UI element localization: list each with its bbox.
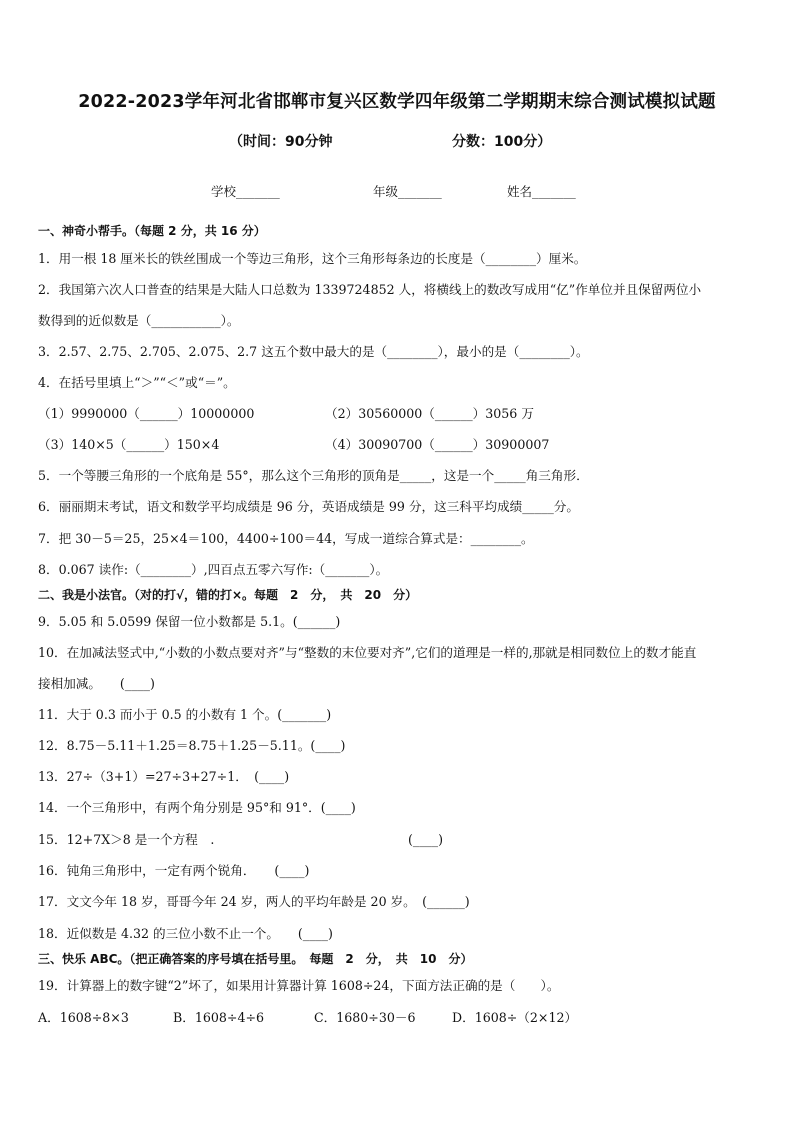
question-11: 11．大于 0.3 而小于 0.5 的小数有 1 个。(_______)	[38, 707, 332, 722]
question-17: 17．文文今年 18 岁，哥哥今年 24 岁，两人的平均年龄是 20 岁。 (______)	[38, 894, 470, 909]
question-7: 7．把 30－5＝25，25×4＝100，4400÷100＝44，写成一道综合算式是：________。	[38, 531, 534, 546]
option-d: D．1608÷（2×12）	[452, 1010, 578, 1025]
question-2-line-1: 2．我国第六次人口普查的结果是大陆人口总数为 1339724852 人，将横线上的数改写成用“亿”作单位并且保留两位小	[38, 282, 702, 297]
question-4-row-1	[38, 405, 768, 423]
exam-time: （时间：90分钟	[229, 134, 333, 150]
exam-score: 分数：100分）	[452, 134, 552, 150]
section-heading-3: 三、快乐 ABC。（把正确答案的序号填在括号里。 每题 2 分， 共 10 分）	[38, 952, 473, 966]
question-4-row-2	[38, 436, 768, 454]
grade-field[interactable]: 年级_______	[373, 184, 442, 199]
question-4-part-1: （1）9990000（______）10000000	[38, 406, 255, 421]
question-13: 13．27÷（3+1）=27÷3+27÷1． (____)	[38, 769, 290, 784]
question-16: 16．钝角三角形中，一定有两个锐角． (____)	[38, 863, 310, 878]
question-4: 4．在括号里填上“＞”“＜”或“＝”。	[38, 375, 236, 390]
question-15	[38, 831, 768, 849]
question-14: 14．一个三角形中，有两个角分别是 95°和 91°．(____)	[38, 800, 356, 815]
question-12: 12．8.75－5.11＋1.25＝8.75＋1.25－5.11。(____)	[38, 738, 346, 753]
section-heading-2: 二、我是小法官。（对的打√，错的打×。每题 2 分， 共 20 分）	[38, 588, 418, 602]
name-field[interactable]: 姓名_______	[507, 184, 576, 199]
question-19: 19．计算器上的数字键“2”坏了，如果用计算器计算 1608÷24，下面方法正确的是（ ）。	[38, 978, 560, 993]
section-heading-1: 一、神奇小帮手。（每题 2 分，共 16 分）	[38, 224, 266, 238]
option-a: A．1608÷8×3	[38, 1010, 129, 1025]
question-5: 5．一个等腰三角形的一个底角是 55°，那么这个三角形的顶角是_____，这是一个_____角三角形．	[38, 468, 589, 483]
exam-subtitle	[0, 131, 794, 151]
question-6: 6．丽丽期末考试，语文和数学平均成绩是 96 分，英语成绩是 99 分，这三科平均成绩_____分。	[38, 499, 579, 514]
question-1: 1．用一根 18 厘米长的铁丝围成一个等边三角形，这个三角形每条边的长度是（________）厘米。	[38, 251, 587, 266]
question-10-line-2: 接相加减。 (____)	[38, 676, 155, 691]
question-8: 8．0.067 读作:（________）,四百点五零六写作:（_______）。	[38, 562, 389, 577]
question-10-line-1: 10．在加减法竖式中,“小数的小数点要对齐”与“整数的末位要对齐”,它们的道理是一样的,那就是相同数位上的数才能直	[38, 645, 697, 660]
exam-title: 2022-2023学年河北省邯郸市复兴区数学四年级第二学期期末综合测试模拟试题	[78, 92, 716, 112]
question-18: 18．近似数是 4.32 的三位小数不止一个。 (____)	[38, 926, 333, 941]
question-15-text: 15．12+7X＞8 是一个方程 .	[38, 832, 215, 847]
question-4-part-4: （4）30090700（______）30900007	[325, 437, 550, 452]
question-15-blank: (____)	[408, 832, 444, 847]
option-b: B．1608÷4÷6	[173, 1010, 265, 1025]
student-info	[0, 182, 794, 200]
school-field[interactable]: 学校_______	[211, 184, 280, 199]
question-4-part-3: （3）140×5（______）150×4	[38, 437, 220, 452]
question-9: 9．5.05 和 5.0599 保留一位小数都是 5.1。(______)	[38, 614, 341, 629]
question-2-line-2: 数得到的近似数是（___________）。	[38, 313, 240, 328]
question-4-part-2: （2）30560000（______）3056 万	[325, 406, 534, 421]
option-c: C．1680÷30－6	[314, 1010, 416, 1025]
question-3: 3．2.57、2.75、2.705、2.075、2.7 这五个数中最大的是（________），最小的是（________）。	[38, 344, 589, 359]
